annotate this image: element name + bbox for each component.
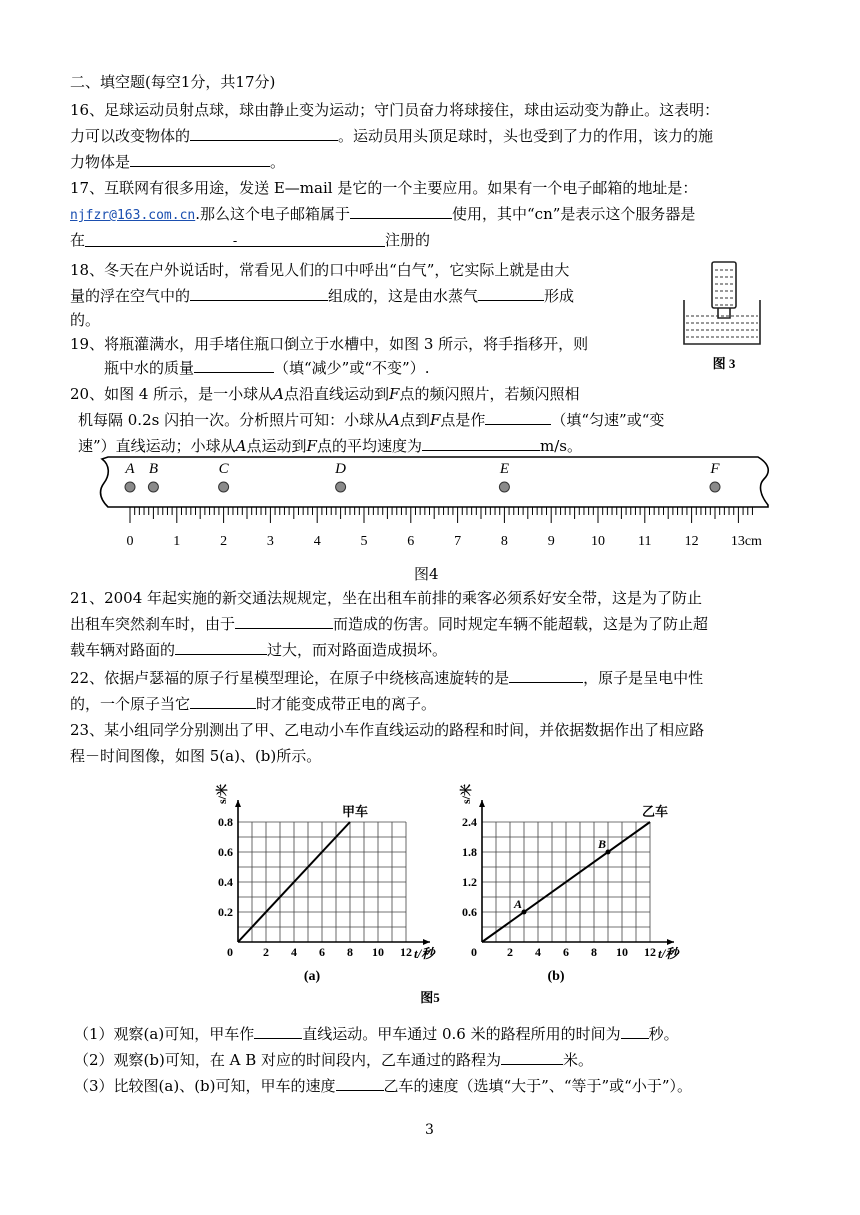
q17-line1: 17、互联网有很多用途，发送 E—mail 是它的一个主要应用。如果有一个电子邮箱的地址是： (70, 179, 698, 197)
q18-text: 组成的，这是由水蒸气 (328, 287, 479, 305)
q20-line2 (78, 410, 664, 430)
x-axis-label: t/秒 (414, 946, 435, 961)
x-tick-label: 6 (319, 945, 325, 959)
ruler-tick-label: 10 (591, 534, 605, 549)
x-tick-label: 8 (347, 945, 353, 959)
x-tick-label: 10 (372, 945, 384, 959)
ball-label: E (499, 461, 509, 477)
ruler-tick-label: 5 (360, 534, 368, 549)
point-label: B (597, 837, 606, 851)
ruler-tick-label: 8 (500, 534, 508, 549)
q20-text: 点的平均速度为 (316, 437, 422, 455)
q23-text: （3）比较图(a)、(b)可知，甲车的速度 (74, 1077, 336, 1095)
q23-text: 直线运动。甲车通过 0.6 米的路程所用的时间为 (302, 1025, 621, 1043)
answer-blank[interactable] (350, 204, 452, 219)
q20-text: 点运动到 (246, 437, 307, 455)
answer-blank[interactable] (621, 1024, 649, 1039)
q23-text: 乙车的速度（选填“大于”、“等于”或“小于”）。 (383, 1077, 693, 1095)
q20-text: 点沿直线运动到 (284, 385, 390, 403)
email-link[interactable]: njfzr@163.com.cn (70, 208, 196, 223)
q19-line1: 19、将瓶灌满水，用手堵住瓶口倒立于水槽中，如图 3 所示，将手指移开，则 (70, 335, 589, 353)
blank-dash: - (232, 234, 238, 249)
ruler-tick-label: 12 (684, 534, 699, 549)
answer-blank[interactable] (175, 640, 267, 655)
x-tick-label: 2 (263, 945, 269, 959)
graph-label: (a) (303, 969, 321, 984)
ball-marker (499, 482, 509, 492)
q18-line1: 18、冬天在户外说话时，常看见人们的口中呼出“白气”，它实际上就是由大 (70, 261, 570, 279)
answer-blank[interactable] (478, 286, 544, 301)
figure-4-ruler (96, 455, 786, 555)
ball-marker (336, 482, 346, 492)
q20-text: 点的频闪照片，若频闪照相 (399, 385, 580, 403)
q20-text: 点到 (399, 411, 430, 429)
answer-blank[interactable] (130, 152, 270, 167)
q20-text: 机每隔 0.2s 闪拍一次。分析照片可知：小球从 (78, 411, 390, 429)
x-tick-label: 12 (644, 945, 656, 959)
figure-4-caption: 图4 (414, 565, 439, 583)
y-tick-label: 0.6 (462, 905, 477, 919)
y-tick-label: 0.6 (218, 845, 233, 859)
x-tick-label: 12 (400, 945, 412, 959)
q16-text: 。运动员用头顶足球时，头也受到了力的作用，该力的施 (338, 127, 714, 145)
q18-line2 (70, 286, 574, 306)
point-label: F (429, 411, 441, 429)
q22-line1 (70, 668, 703, 688)
figure-3-label: 图 3 (712, 356, 736, 370)
ball-label: B (148, 461, 158, 477)
q19-text: （填“减少”或“不变”）. (274, 359, 430, 377)
q23-text: （2）观察(b)可知，在 A B 对应的时间段内，乙车通过的路程为 (74, 1051, 502, 1069)
ball-marker (125, 482, 135, 492)
q23-line2: 程－时间图像，如图 5(a)、(b)所示。 (70, 747, 322, 765)
q19-line2 (104, 358, 429, 378)
q18-line3: 的。 (70, 311, 101, 329)
answer-blank[interactable] (485, 410, 551, 425)
point-label: F (389, 385, 400, 403)
answer-blank[interactable] (190, 286, 328, 301)
q23-text: 米。 (563, 1051, 594, 1069)
ball-marker (710, 482, 720, 492)
ball-label: D (335, 461, 347, 477)
point-label: F (306, 437, 317, 455)
q21-line1: 21、2004 年起实施的新交通法规规定，坐在出租车前排的乘客必须系好安全带，这是为了防止 (70, 589, 703, 607)
q17-line3 (70, 230, 430, 250)
x-tick-label: 4 (535, 945, 541, 959)
series-label: 乙车 (642, 804, 669, 819)
q21-text: 过大，而对路面造成损坏。 (267, 641, 448, 659)
answer-blank[interactable] (190, 694, 256, 709)
q16-text: 力可以改变物体的 (70, 127, 191, 145)
q21-text: 载车辆对路面的 (70, 641, 176, 659)
x-axis-label: t/秒 (658, 946, 679, 961)
ball-label: C (218, 461, 229, 477)
q22-text: ，原子是呈电中性 (583, 669, 704, 687)
point-label: A (273, 385, 285, 403)
q22-text: 22、依据卢瑟福的原子行星模型理论，在原子中绕核高速旋转的是 (70, 669, 510, 687)
figure-5 (180, 782, 700, 1007)
answer-blank[interactable] (254, 1024, 302, 1039)
figure-5-caption: 图5 (420, 990, 440, 1005)
figure-3 (680, 260, 764, 370)
q22-text: 时才能变成带正电的离子。 (256, 695, 437, 713)
q20-line3 (78, 436, 582, 456)
q22-text: 的，一个原子当它 (70, 695, 191, 713)
y-tick-label: 0.8 (218, 815, 233, 829)
ruler-tick-label: 13cm (730, 534, 762, 549)
bottle (712, 262, 736, 308)
q18-text: 形成 (544, 287, 575, 305)
ruler-tick-label: 3 (266, 534, 274, 549)
section-title: 二、填空题(每空1分，共17分) (70, 73, 276, 91)
y-tick-label: 1.8 (462, 845, 477, 859)
y-tick-label: 2.4 (462, 815, 477, 829)
answer-blank[interactable] (501, 1050, 563, 1065)
y-tick-label: 1.2 (462, 875, 477, 889)
q21-line3 (70, 640, 447, 660)
graph-label: (b) (547, 969, 565, 984)
point-label: A (389, 411, 400, 429)
ruler-tick-label: 1 (173, 534, 181, 549)
q20-text: 20、如图 4 所示，是一小球从 (70, 385, 274, 403)
ball-marker (148, 482, 158, 492)
origin-label: 0 (471, 945, 477, 959)
y-tick-label: 0.2 (218, 905, 233, 919)
q23-sub1 (74, 1024, 679, 1044)
ruler-tick-label: 2 (220, 534, 228, 549)
x-tick-label: 4 (291, 945, 297, 959)
q21-text: 出租车突然刹车时，由于 (70, 615, 236, 633)
q16-line2 (70, 126, 713, 146)
ball-marker (219, 482, 229, 492)
q18-text: 量的浮在空气中的 (70, 287, 191, 305)
q17-text: 注册的 (385, 231, 431, 249)
page-number: 3 (425, 1122, 434, 1138)
q16-line1: 16、足球运动员射点球，球由静止变为运动；守门员奋力将球接住，球由运动变为静止。这表明： (70, 101, 720, 119)
answer-blank[interactable] (235, 614, 333, 629)
q20-text: m/s。 (539, 437, 582, 455)
ruler-tick-label: 0 (126, 534, 134, 549)
answer-blank[interactable] (190, 126, 338, 141)
x-axis-arrow (423, 939, 430, 945)
origin-label: 0 (227, 945, 233, 959)
y-axis-arrow (235, 800, 241, 807)
answer-blank[interactable] (336, 1076, 384, 1091)
ruler-tick-label: 4 (313, 534, 321, 549)
y-tick-label: 0.4 (218, 875, 233, 889)
data-point (606, 850, 611, 855)
q22-line2 (70, 694, 436, 714)
q23-sub2 (74, 1050, 593, 1070)
y-axis-label: s/米 (459, 783, 473, 804)
ball-label: A (125, 461, 135, 477)
q19-text: 瓶中水的质量 (104, 359, 195, 377)
q23-line1: 23、某小组同学分别测出了甲、乙电动小车作直线运动的路程和时间，并依据数据作出了相应路 (70, 721, 705, 739)
ruler-tick-label: 7 (454, 534, 462, 549)
q21-line2 (70, 614, 708, 634)
q20-text: 点是作 (440, 411, 486, 429)
answer-blank[interactable] (422, 436, 540, 451)
q20-line1 (70, 384, 579, 404)
x-tick-label: 10 (616, 945, 628, 959)
point-label: A (235, 437, 247, 455)
q17-text: 使用，其中“cn”是表示这个服务器是 (452, 205, 696, 223)
answer-blank[interactable] (194, 358, 274, 373)
answer-blank[interactable] (85, 232, 385, 247)
q23-text: 秒。 (648, 1025, 679, 1043)
y-axis-label: s/米 (215, 783, 229, 804)
ball-label: F (710, 461, 720, 477)
ruler-tick-label: 6 (407, 534, 415, 549)
q23-sub3 (74, 1076, 692, 1096)
q21-text: 而造成的伤害。同时规定车辆不能超载，这是为了防止超 (333, 615, 709, 633)
ruler-tick-label: 11 (638, 534, 652, 549)
answer-blank[interactable] (509, 668, 583, 683)
x-tick-label: 6 (563, 945, 569, 959)
ruler-tick-label: 9 (547, 534, 555, 549)
q23-text: （1）观察(a)可知，甲车作 (74, 1025, 255, 1043)
point-label: A (513, 897, 522, 911)
y-axis-arrow (479, 800, 485, 807)
q20-text: 速”）直线运动；小球从 (78, 437, 236, 455)
q17-text: 在 (70, 231, 86, 249)
x-tick-label: 2 (507, 945, 513, 959)
q16-text: 。 (270, 153, 286, 171)
data-point (522, 910, 527, 915)
q17-line2 (70, 204, 695, 226)
x-tick-label: 8 (591, 945, 597, 959)
q17-text: .那么这个电子邮箱属于 (195, 205, 351, 223)
q16-line3 (70, 152, 285, 172)
x-axis-arrow (667, 939, 674, 945)
ruler-body (101, 457, 769, 507)
series-label: 甲车 (342, 804, 369, 819)
q20-text: （填“匀速”或“变 (551, 411, 665, 429)
q16-text: 力物体是 (70, 153, 131, 171)
